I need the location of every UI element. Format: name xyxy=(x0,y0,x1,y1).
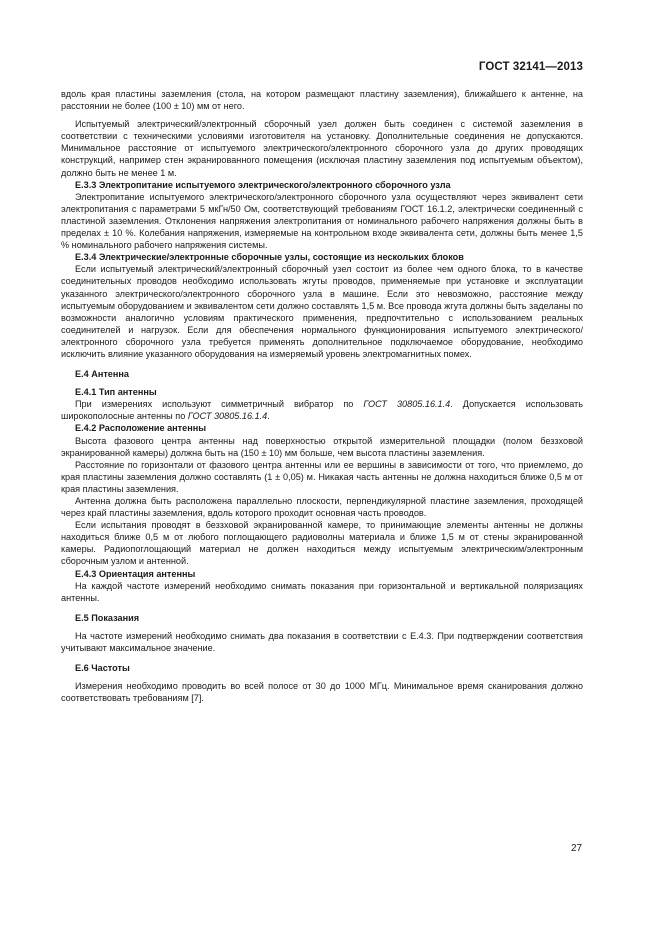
paragraph: Антенна должна быть расположена параллельно плоскости, перпендикулярной пластине заземления, проходящей через край пластины заземления, вдоль которого проходит основная часть проводов. xyxy=(61,496,583,519)
paragraph: На частоте измерений необходимо снимать два показания в соответствии с Е.4.3. При подтверждении соответствия учитывают максимальное значение. xyxy=(61,630,583,654)
section-heading-e43: Е.4.3 Ориентация антенны xyxy=(75,568,196,579)
standard-reference: ГОСТ 30805.16.1.4 xyxy=(363,399,451,410)
section-heading-e5: Е.5 Показания xyxy=(75,612,140,623)
paragraph: Электропитание испытуемого электрического/электронного сборочного узла осуществляют через эквивалент сети электропитания с параметрами 5 мкГн/50 Ом, соответствующий требованиям ГОСТ 16.1.2, электрически соединенный с пластиной заземления. Отклонения напряжения электропитания от номинального рабочего напряжения должны быть в пределах ± 10 %. Колебания напряжения, измеряемые на контрольном входе эквивалента сети, должны быть менее 1,5 % номинального рабочего напряжения системы. xyxy=(61,191,583,251)
paragraph: Расстояние по горизонтали от фазового центра антенны или ее вершины в зависимости от того, что приемлемо, до края пластины заземления должно составлять (1 ± 0,05) м. Никакая часть антенны не должна находиться ближе 0,5 м от края пластины заземления. xyxy=(61,459,583,494)
paragraph: вдоль края пластины заземления (стола, на котором размещают пластину заземления), ближайшего к антенне, на расстоянии не более (100 ± 10) мм от него. xyxy=(61,89,583,112)
section-heading-e33: Е.3.3 Электропитание испытуемого электрического/электронного сборочного узла xyxy=(75,179,451,190)
page-number: 27 xyxy=(571,843,583,854)
standard-reference: ГОСТ 30805.16.1.4 xyxy=(187,411,268,422)
paragraph: На каждой частоте измерений необходимо снимать показания при горизонтальной и вертикальной поляризациях антенны. xyxy=(61,580,583,603)
paragraph: Высота фазового центра антенны над поверхностью открытой измерительной площадки (полом беззховой экранированной камеры) должна быть на (150 ± 10) мм больше, чем высота пластины заземления. xyxy=(61,435,583,458)
section-heading-e41: Е.4.1 Тип антенны xyxy=(75,387,157,398)
text-run: При измерениях используют симметричный вибратор по xyxy=(75,399,364,410)
paragraph-antenna-type xyxy=(61,398,583,422)
text-run: . xyxy=(267,411,270,422)
document-id-header: ГОСТ 32141—2013 xyxy=(478,61,583,73)
section-heading-e34: Е.3.4 Электрические/электронные сборочные узлы, состоящие из нескольких блоков xyxy=(75,252,464,263)
paragraph: Измерения необходимо проводить во всей полосе от 30 до 1000 МГц. Минимальное время сканирования должно соответствовать требованиям [7]. xyxy=(61,681,583,704)
paragraph: Если испытания проводят в беззховой экранированной камере, то принимающие элементы антенны не должны находиться ближе 0,5 м от любого поглощающего радиоволны материала и ближе 1,5 м от стены экранированной камеры. Радиопоглощающий материал не должен находиться между испытуемым электрическим/электронным сборочным узлом и антенной. xyxy=(61,520,583,567)
paragraph: Испытуемый электрический/электронный сборочный узел должен быть соединен с системой заземления в соответствии с техническими условиями изготовителя на установку. Дополнительные соединения не допускаются. Минимальное расстояние от испытуемого электрического/электронного сборочного узла до других проводящих конструкций, например стен экранированного помещения (исключая пластину заземления под испытуемым объектом), должно быть не менее 1 м. xyxy=(61,119,583,178)
text-run: . Допускается использовать широкополосные антенны по xyxy=(61,399,583,422)
section-heading-e4: Е.4 Антенна xyxy=(75,369,129,380)
document-body xyxy=(61,88,583,704)
section-heading-e6: Е.6 Частоты xyxy=(75,663,130,674)
paragraph: Если испытуемый электрический/электронный сборочный узел состоит из более чем одного блока, то в качестве соединительных проводов необходимо использовать жгуты проводов, применяемые при установке и эксплуатации указанного электрического/электронного сборочного узла в машине. Если это невозможно, расстояние между испытуемым оборудованием и эквивалентом сети должно составлять 1,5 м. Все провода жгута должны быть заделаны по возможности аналогично условиям практического применения, предпочтительно с использованием реальных соединителей и нагрузок. Если для обеспечения нормального функционирования испытуемого электрического/электронного сборочного узла требуется применять дополнительное подключаемое оборудование, необходимо исключить влияние указанного оборудования на измеряемый уровень электромагнитных помех. xyxy=(61,264,583,359)
section-heading-e42: Е.4.2 Расположение антенны xyxy=(75,423,207,434)
